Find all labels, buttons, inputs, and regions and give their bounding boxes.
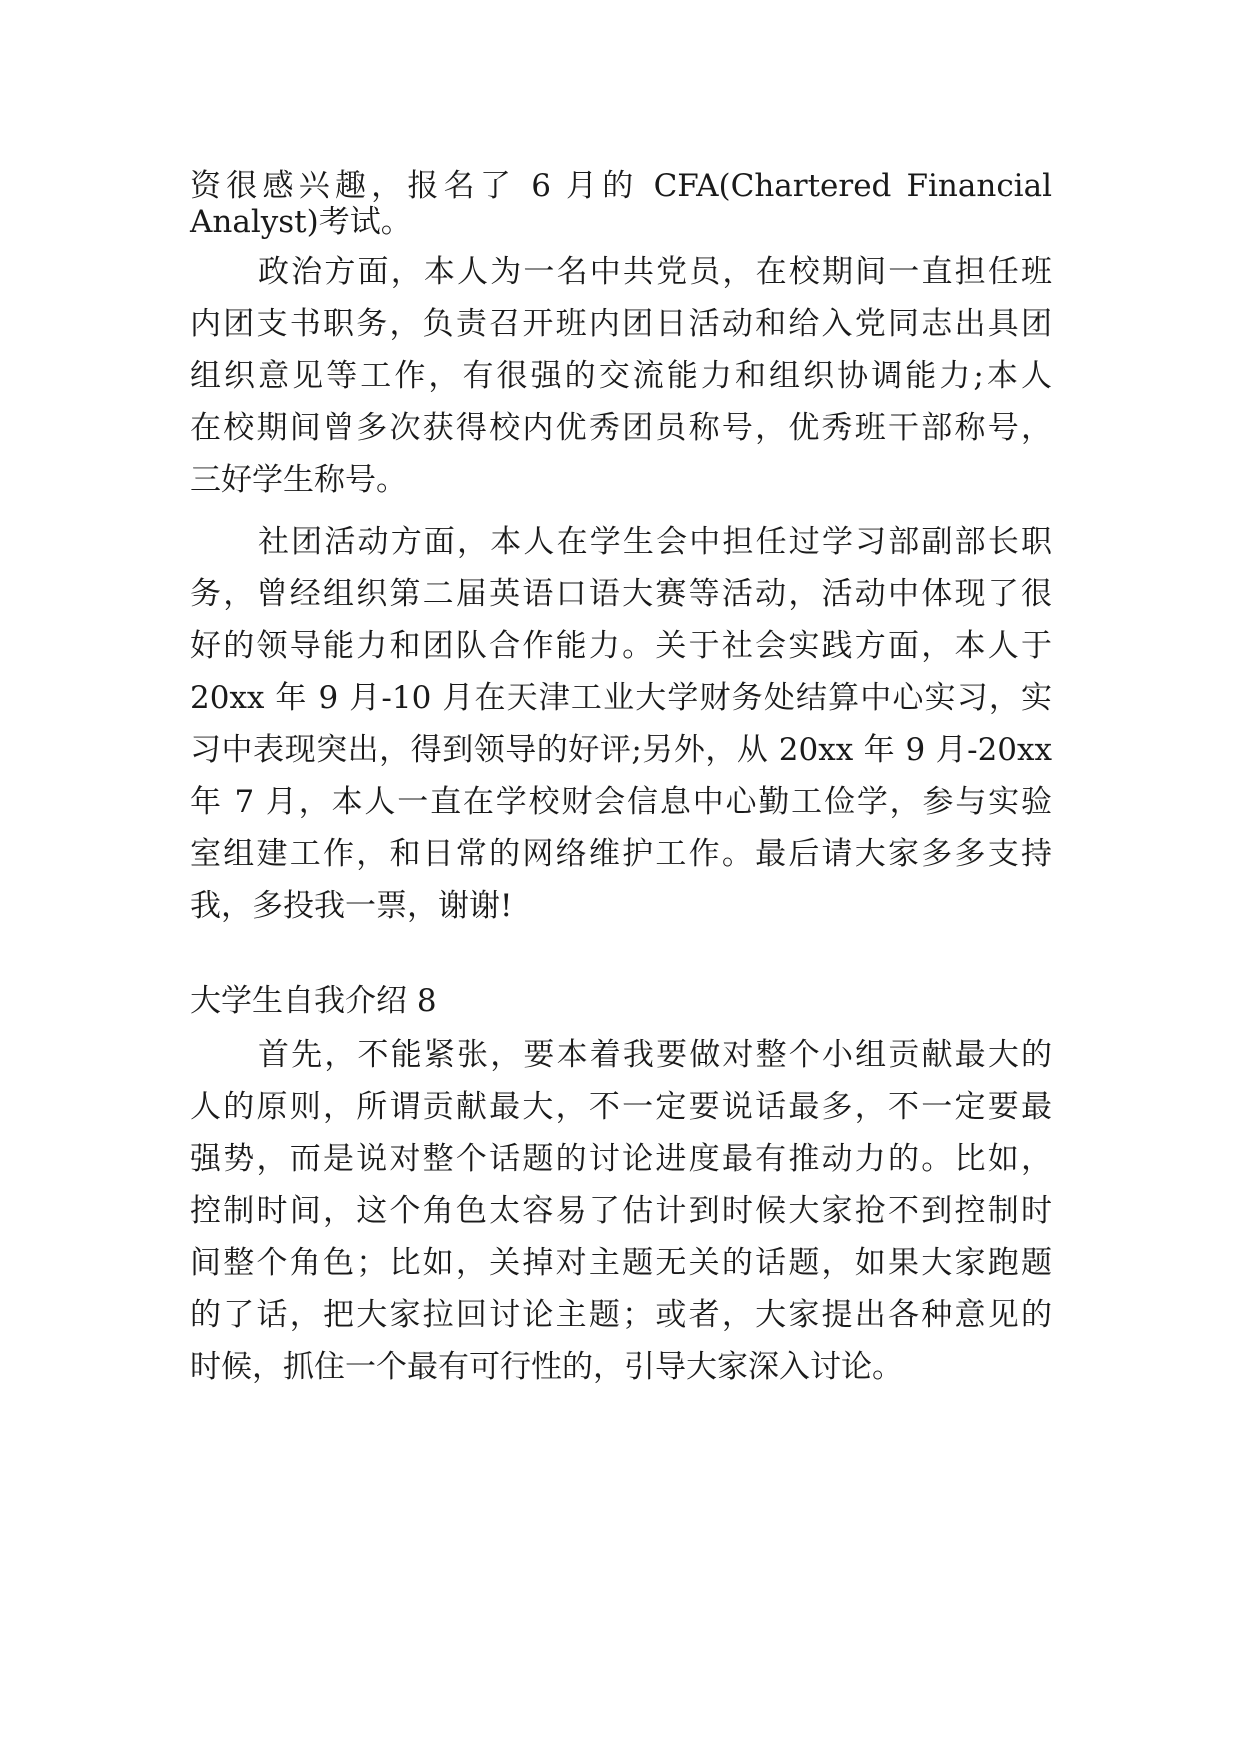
text-line: 资很感兴趣，报名了 6 月的 CFA(Chartered Financial [190,168,1052,204]
text-line: 三好学生称号。 [190,462,407,498]
section-heading: 大学生自我介绍 8 [190,983,437,1019]
text-line: 强势，而是说对整个话题的讨论进度最有推动力的。比如， [190,1141,1052,1177]
text-line: 的了话，把大家拉回讨论主题；或者，大家提出各种意见的 [190,1297,1052,1333]
text-line: 在校期间曾多次获得校内优秀团员称号，优秀班干部称号， [190,410,1052,446]
text-line: 室组建工作，和日常的网络维护工作。最后请大家多多支持 [190,836,1052,872]
text-line: 人的原则，所谓贡献最大，不一定要说话最多，不一定要最 [190,1089,1052,1125]
text-line: 控制时间，这个角色太容易了估计到时候大家抢不到控制时 [190,1193,1052,1229]
text-line: 20xx 年 9 月-10 月在天津工业大学财务处结算中心实习，实 [190,680,1052,716]
text-line: 时候，抓住一个最有可行性的，引导大家深入讨论。 [190,1349,903,1385]
paragraph-start-line: 政治方面，本人为一名中共党员，在校期间一直担任班 [258,254,1052,290]
text-line: 年 7 月，本人一直在学校财会信息中心勤工俭学，参与实验 [190,784,1052,820]
text-line: 内团支书职务，负责召开班内团日活动和给入党同志出具团 [190,306,1052,342]
text-line: 组织意见等工作，有很强的交流能力和组织协调能力;本人 [190,358,1052,394]
paragraph-start-line: 首先，不能紧张，要本着我要做对整个小组贡献最大的 [258,1037,1052,1073]
text-line: 间整个角色；比如，关掉对主题无关的话题，如果大家跑题 [190,1245,1052,1281]
text-line: 好的领导能力和团队合作能力。关于社会实践方面，本人于 [190,628,1052,664]
text-line: 我，多投我一票，谢谢! [190,888,513,924]
text-line: Analyst)考试。 [190,204,412,240]
paragraph-start-line: 社团活动方面，本人在学生会中担任过学习部副部长职 [258,524,1052,560]
text-line: 务，曾经组织第二届英语口语大赛等活动，活动中体现了很 [190,576,1052,612]
text-line: 习中表现突出，得到领导的好评;另外，从 20xx 年 9 月-20xx [190,732,1052,768]
